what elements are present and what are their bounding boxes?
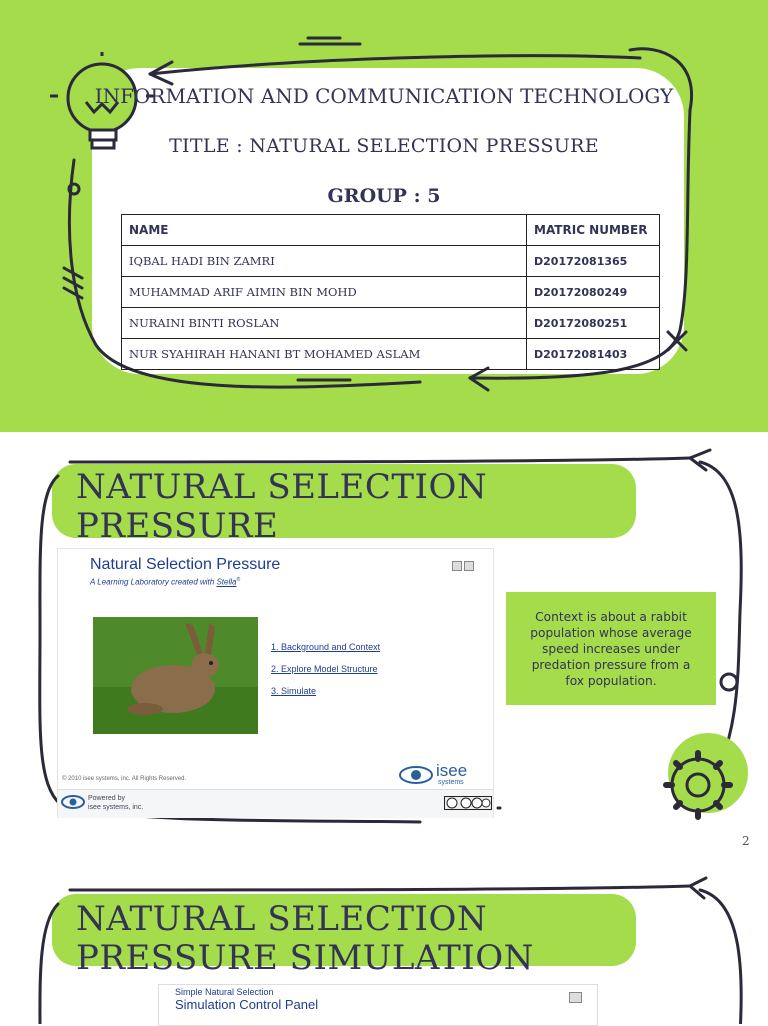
table-row — [122, 246, 660, 277]
window-buttons-icon[interactable] — [452, 561, 474, 571]
simulation-control-panel — [158, 984, 598, 1026]
powered-line2: isee systems, inc. — [88, 804, 144, 811]
member-name: NUR SYAHIRAH HANANI BT MOHAMED ASLAM — [122, 339, 527, 370]
presentation-title: TITLE : NATURAL SELECTION PRESSURE — [169, 135, 599, 157]
member-matric: D20172081365 — [527, 246, 660, 277]
member-name: NURAINI BINTI ROSLAN — [122, 308, 527, 339]
powered-eye-icon — [61, 795, 85, 809]
slide3-title-line2: PRESSURE SIMULATION — [76, 938, 534, 978]
table-row — [122, 339, 660, 370]
context-box — [506, 592, 716, 705]
slide2-title-line1: NATURAL SELECTION — [76, 467, 488, 507]
link-background[interactable]: 1. Background and Context — [271, 642, 381, 652]
panel-line2: Simulation Control Panel — [175, 997, 319, 1012]
gear-icon — [650, 727, 760, 837]
screenshot-subtitle: A Learning Laboratory created with Stella® — [90, 577, 241, 587]
logo-word: isee — [436, 761, 468, 780]
slide2-title-line2: PRESSURE — [76, 506, 279, 546]
screenshot-title: Natural Selection Pressure — [90, 556, 281, 573]
panel-line1: Simple Natural Selection — [175, 987, 274, 997]
slide2-title — [76, 468, 487, 546]
slide3-title-line1: NATURAL SELECTION — [76, 899, 488, 939]
column-header-name: NAME — [122, 215, 527, 246]
subtitle-brand: Stella — [216, 577, 237, 587]
copyright: © 2010 isee systems, inc. All Rights Reserved. — [62, 776, 187, 782]
page-number: 2 — [742, 834, 750, 848]
column-header-matric: MATRIC NUMBER — [527, 215, 660, 246]
table-row — [122, 277, 660, 308]
member-name: IQBAL HADI BIN ZAMRI — [122, 246, 527, 277]
powered-line1: Powered by — [88, 795, 125, 802]
table-header-row — [122, 215, 660, 246]
member-matric: D20172081403 — [527, 339, 660, 370]
logo-sub: systems — [438, 779, 464, 786]
rabbit-photo — [93, 617, 258, 734]
subtitle-prefix: A Learning Laboratory created with — [90, 577, 215, 587]
context-text: Context is about a rabbit population whose average speed increases under predation pressure from a fox population. — [530, 609, 692, 688]
embedded-screenshot — [57, 548, 494, 818]
members-table — [121, 214, 660, 370]
table-row — [122, 308, 660, 339]
powered-by — [88, 794, 143, 812]
eye-logo-icon — [399, 765, 433, 785]
link-explore-model[interactable]: 2. Explore Model Structure — [271, 664, 378, 674]
creative-commons-icon[interactable] — [444, 796, 492, 810]
link-simulate[interactable]: 3. Simulate — [271, 686, 317, 696]
heading: INFORMATION AND COMMUNICATION TECHNOLOGY — [94, 84, 674, 108]
window-button-icon[interactable] — [569, 992, 583, 1004]
member-matric: D20172080251 — [527, 308, 660, 339]
member-name: MUHAMMAD ARIF AIMIN BIN MOHD — [122, 277, 527, 308]
slide3-title — [76, 900, 534, 978]
member-matric: D20172080249 — [527, 277, 660, 308]
group-label: GROUP : 5 — [327, 185, 441, 207]
